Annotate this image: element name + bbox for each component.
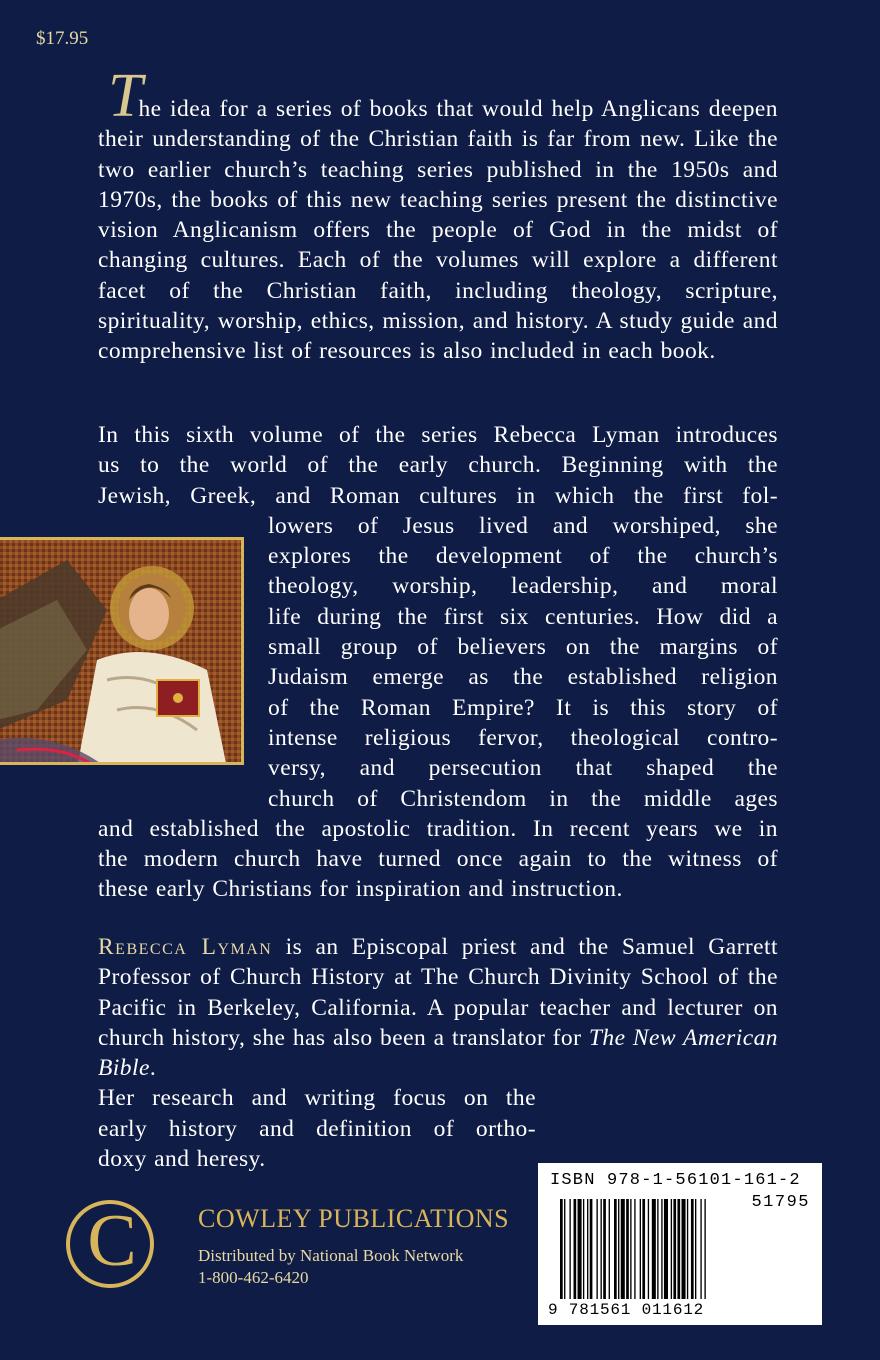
summary-line: these early Christians for inspiration and instruction. <box>98 876 623 903</box>
price-label: $17.95 <box>36 28 89 49</box>
angel-mosaic-image <box>0 537 244 765</box>
summary-line: church of Christendom in the middle ages <box>268 785 778 812</box>
summary-line: theology, worship, leadership, and moral <box>268 573 778 600</box>
copyright-c-icon: C <box>87 1200 137 1282</box>
barcode-bar <box>652 1199 656 1299</box>
drop-cap: T <box>108 62 139 130</box>
summary-line: intense religious fervor, theological contro- <box>268 724 778 751</box>
intro-paragraph <box>98 62 778 367</box>
barcode-bar <box>695 1199 696 1299</box>
summary-line: the modern church have turned once again to the witness of <box>98 846 778 873</box>
barcode-bar <box>618 1199 619 1299</box>
barcode-bar <box>642 1199 645 1299</box>
barcode-bar <box>687 1199 688 1299</box>
summary-line: Jewish, Greek, and Roman cultures in which the first fol- <box>98 482 778 509</box>
summary-line: life during the first six centuries. How did a <box>268 603 778 630</box>
barcode-bar <box>630 1199 631 1299</box>
barcode-bar <box>671 1199 672 1299</box>
barcode-bar <box>596 1199 597 1299</box>
barcode-bar <box>657 1199 658 1299</box>
barcode-bar <box>574 1199 577 1299</box>
phone-number: 1-800-462-6420 <box>198 1268 309 1287</box>
barcode-bar <box>648 1199 649 1299</box>
barcode-bar <box>614 1199 617 1299</box>
summary-line: lowers of Jesus lived and worshiped, she <box>268 512 778 539</box>
isbn-barcode <box>538 1163 822 1325</box>
summary-line: small group of believers on the margins of <box>268 634 778 661</box>
price-code: 51795 <box>751 1193 810 1212</box>
barcode-bar <box>560 1199 563 1299</box>
barcode-bar <box>601 1199 602 1299</box>
summary-line: and established the apostolic tradition. In recent years we in <box>98 815 778 842</box>
barcode-bar <box>677 1199 680 1299</box>
barcode-bar <box>682 1199 686 1299</box>
bio-line: Her research and writing focus on the <box>98 1085 536 1112</box>
summary-line: us to the world of the early church. Beginning with the <box>98 452 778 479</box>
bio-line: early history and definition of ortho- <box>98 1115 536 1142</box>
author-bio-text: is an Episcopal priest and the Samuel Garrett Professor of Church History at The Church Divinity School of the Pacific in Berkeley, California. A popular teacher and lecturer on church history, she has also been a translator for <box>98 934 778 1051</box>
barcode-bar <box>661 1199 662 1299</box>
barcode-bar <box>626 1199 629 1299</box>
isbn-number: ISBN 978-1-56101-161-2 <box>550 1171 801 1190</box>
barcode-bar <box>704 1199 705 1299</box>
barcode-bar <box>700 1199 701 1299</box>
summary-line: of the Roman Empire? It is this story of <box>268 694 778 721</box>
barcode-bar <box>621 1199 625 1299</box>
author-bio: Rebecca Lyman is an Episcopal priest and the Samuel Garrett Professor of Church History at The Church Divinity School of the Pacific in Berkeley, California. A popular teacher and lecturer on church history, she has also been a translator for The New American Bible. Her research and writing focus on the early history and definition of ortho- doxy and heresy. <box>98 932 778 1174</box>
distribution-info <box>198 1245 468 1289</box>
barcode-bar <box>569 1199 570 1299</box>
barcode-bar <box>603 1199 606 1299</box>
barcode-bar <box>691 1199 694 1299</box>
barcode-bar <box>587 1199 588 1299</box>
barcode-bar <box>664 1199 668 1299</box>
summary-line: versy, and persecution that shaped the <box>268 755 778 782</box>
barcode-bar <box>578 1199 582 1299</box>
angel-mosaic-icon <box>0 540 244 765</box>
barcode-bar <box>640 1199 641 1299</box>
barcode-bar <box>564 1199 565 1299</box>
barcode-bar <box>634 1199 635 1299</box>
summary-line: In this sixth volume of the series Rebecca Lyman introduces <box>98 422 778 448</box>
barcode-digits: 9 781561 011612 <box>548 1301 705 1319</box>
summary-line: explores the development of the church’s <box>268 543 778 570</box>
barcode-bar <box>583 1199 584 1299</box>
barcode-bar <box>673 1199 676 1299</box>
author-name: Rebecca Lyman <box>98 934 273 960</box>
summary-line: Judaism emerge as the established religion <box>268 664 778 691</box>
distributor: Distributed by National Book Network <box>198 1246 464 1265</box>
barcode-bar <box>590 1199 593 1299</box>
publisher-logo <box>66 1200 154 1288</box>
bible-title: The New American Bible <box>98 1024 778 1082</box>
intro-text: he idea for a series of books that would help Anglicans deepen their understanding of the Christian faith is far from new. Like the two earlier church’s teaching series published in the 1950s and 1970s, the books of this new teaching series present the distinctive vision Anglicanism offers the people of God in the midst of changing cultures. Each of the volumes will explore a different facet of the Christian faith, including theology, scripture, spirituality, worship, ethics, mission, and history. A study guide and comprehensive list of resources is also included in each book. <box>98 96 778 365</box>
barcode-bar <box>609 1199 610 1299</box>
publisher-name: COWLEY PUBLICATIONS <box>198 1204 510 1233</box>
bio-line: doxy and heresy. <box>98 1146 266 1173</box>
